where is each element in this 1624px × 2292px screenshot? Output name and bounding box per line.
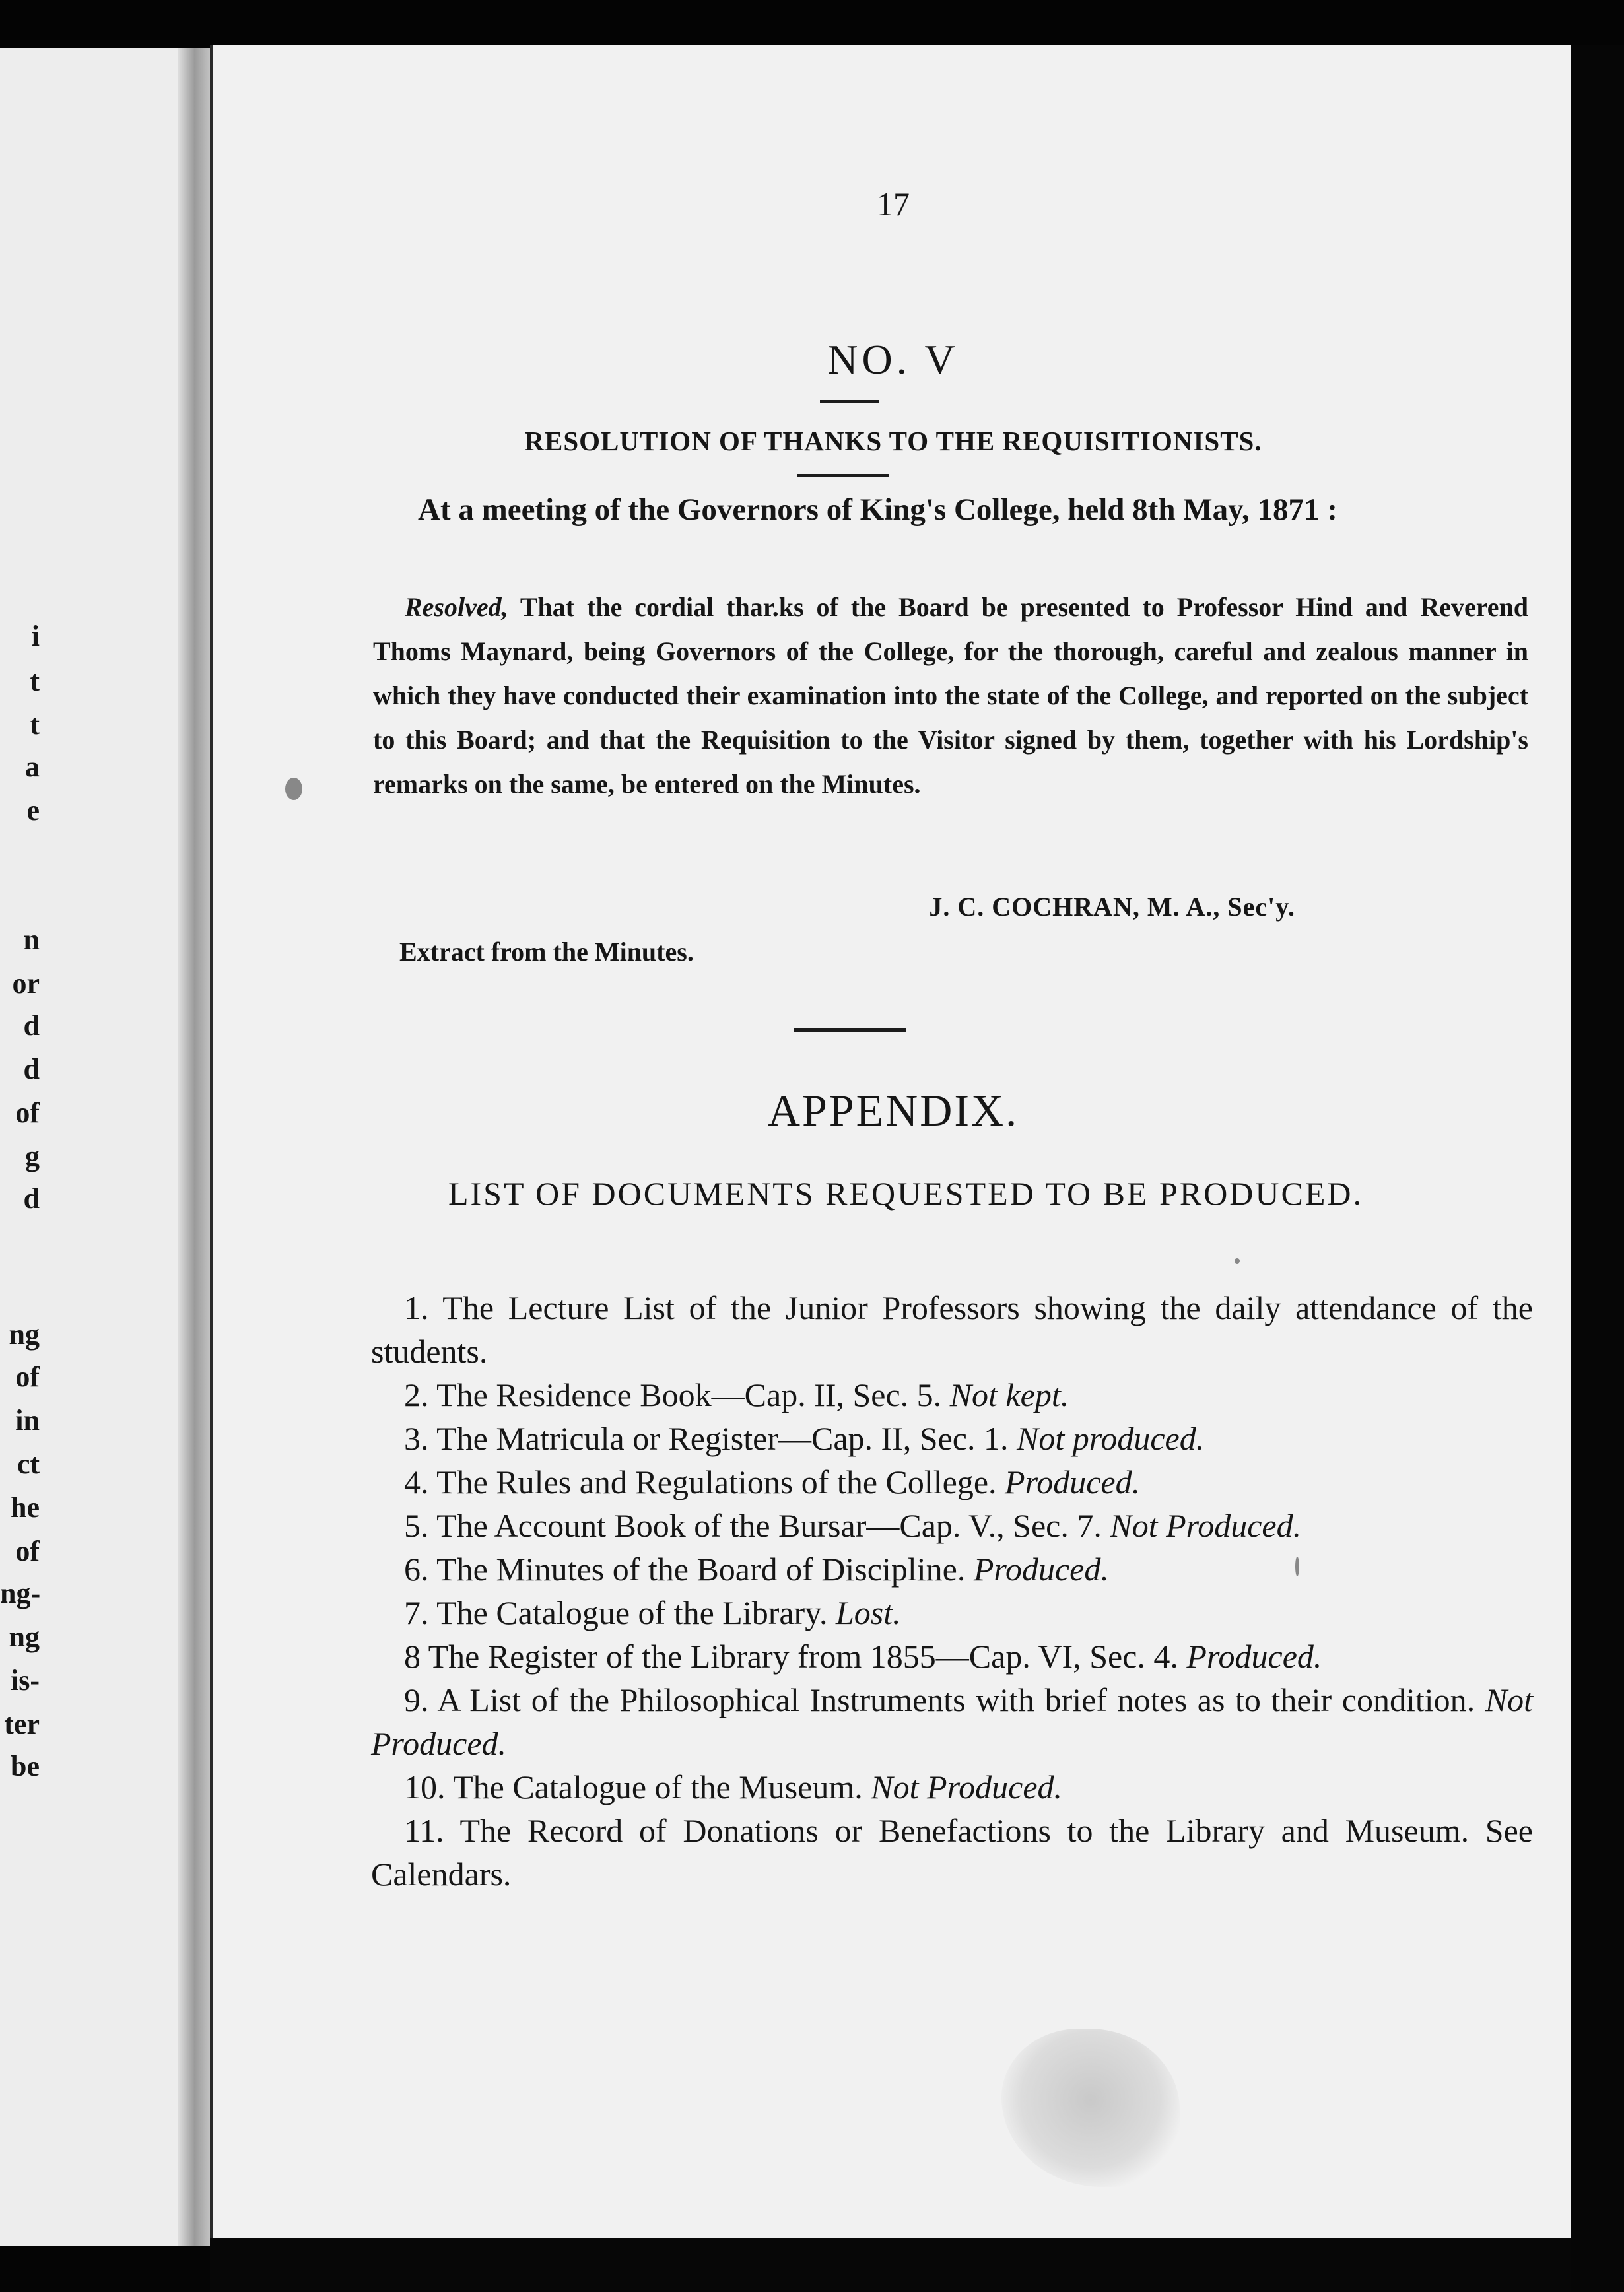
facing-page-fragment: is- bbox=[11, 1664, 40, 1697]
facing-page-fragment: e bbox=[26, 794, 40, 826]
scan-border-right bbox=[1571, 45, 1624, 2292]
facing-page-fragment: or bbox=[12, 967, 40, 999]
document-status: Not Produced. bbox=[371, 1681, 1534, 1762]
facing-page-fragment: g bbox=[25, 1140, 40, 1172]
document-status: Not kept. bbox=[949, 1376, 1069, 1413]
facing-page-fragment: i bbox=[31, 620, 40, 652]
document-text: 8 The Register of the Library from 1855—Cap. VI, Sec. 4. bbox=[404, 1638, 1178, 1675]
short-rule bbox=[797, 474, 889, 477]
list-item bbox=[371, 1635, 1533, 1678]
list-item bbox=[371, 1591, 1533, 1635]
section-title: RESOLUTION OF THANKS TO THE REQUISITIONISTS. bbox=[524, 426, 1262, 456]
document-text: 5. The Account Book of the Bursar—Cap. V., Sec. 7. bbox=[404, 1507, 1102, 1544]
document-text: 1. The Lecture List of the Junior Professors showing the daily attendance of the students. bbox=[371, 1289, 1533, 1370]
section-number: NO. V bbox=[827, 336, 959, 383]
list-item bbox=[371, 1678, 1533, 1765]
list-item bbox=[371, 1547, 1533, 1591]
document-text: 9. A List of the Philosophical Instruments with brief notes as to their condition. bbox=[404, 1681, 1475, 1718]
page-fold-shadow bbox=[178, 48, 215, 2246]
resolution-lead: Resolved, bbox=[405, 592, 508, 622]
facing-page-fragment: ng bbox=[9, 1621, 40, 1653]
document-text: 10. The Catalogue of the Museum. bbox=[404, 1769, 863, 1805]
meeting-intro: At a meeting of the Governors of King's College, held 8th May, 1871 : bbox=[418, 492, 1337, 527]
extract-note: Extract from the Minutes. bbox=[399, 937, 694, 966]
document-text: 4. The Rules and Regulations of the College. bbox=[404, 1464, 997, 1500]
document-status: Not Produced. bbox=[871, 1769, 1063, 1805]
appendix-title: APPENDIX. bbox=[767, 1085, 1019, 1135]
facing-page-fragment: ct bbox=[17, 1448, 40, 1480]
scan-border-bottom bbox=[210, 2238, 1571, 2292]
facing-page-fragment: d bbox=[23, 1009, 40, 1042]
secretary-signature: J. C. COCHRAN, M. A., Sec'y. bbox=[929, 892, 1295, 922]
facing-page-fragment: d bbox=[23, 1053, 40, 1085]
facing-page-fragment: ng- bbox=[0, 1577, 41, 1609]
document-status: Produced. bbox=[1186, 1638, 1322, 1675]
section-divider bbox=[794, 1028, 906, 1032]
document-status: Produced. bbox=[973, 1551, 1109, 1588]
facing-page-fragment: t bbox=[30, 665, 40, 697]
facing-page-fragment: a bbox=[25, 751, 40, 783]
facing-page-fragment: ter bbox=[4, 1708, 40, 1740]
facing-page-edge bbox=[0, 48, 191, 2246]
facing-page-fragment: of bbox=[15, 1361, 40, 1393]
scan-border-top bbox=[0, 0, 1624, 48]
list-item bbox=[371, 1809, 1533, 1896]
facing-page-fragment: he bbox=[11, 1491, 40, 1524]
paper-speck bbox=[285, 778, 302, 800]
short-rule bbox=[820, 400, 879, 403]
documents-list bbox=[371, 1286, 1533, 1896]
paper-stain bbox=[1001, 2029, 1180, 2187]
list-item bbox=[371, 1504, 1533, 1547]
paper-speck bbox=[1295, 1557, 1299, 1576]
facing-page-fragment: of bbox=[15, 1096, 40, 1129]
paper-speck bbox=[1235, 1258, 1240, 1264]
list-item bbox=[371, 1373, 1533, 1417]
document-text: 11. The Record of Donations or Benefactions to the Library and Museum. See Calendars. bbox=[371, 1812, 1533, 1893]
document-text: 3. The Matricula or Register—Cap. II, Sec. 1. bbox=[404, 1420, 1009, 1457]
document-text: 7. The Catalogue of the Library. bbox=[404, 1594, 828, 1631]
facing-page-fragment: of bbox=[15, 1535, 40, 1567]
facing-page-fragment: t bbox=[30, 708, 40, 741]
page-number: 17 bbox=[877, 185, 910, 222]
list-item bbox=[371, 1460, 1533, 1504]
documents-list-title: LIST OF DOCUMENTS REQUESTED TO BE PRODUCED. bbox=[448, 1175, 1364, 1212]
resolution-body: That the cordial thar.ks of the Board be presented to Professor Hind and Reverend Thoms Maynard, being Governors of the College, for the thorough, careful and zealous manner in which they have conducted their examination into the state of the College, and reported on the subject to this Board; and that the Requisition to the Visitor signed by them, together with his Lordship's remarks on the same, be entered on the Minutes. bbox=[373, 592, 1528, 799]
facing-page-fragment: d bbox=[23, 1182, 40, 1215]
list-item bbox=[371, 1286, 1533, 1373]
facing-page-fragment: in bbox=[15, 1404, 40, 1436]
facing-page-fragment: n bbox=[23, 924, 40, 956]
facing-page-fragment: ng bbox=[9, 1318, 40, 1351]
list-item bbox=[371, 1765, 1533, 1809]
document-status: Produced. bbox=[1005, 1464, 1141, 1500]
list-item bbox=[371, 1417, 1533, 1460]
document-status: Lost. bbox=[835, 1594, 901, 1631]
book-page bbox=[210, 45, 1574, 2238]
document-status: Not Produced. bbox=[1110, 1507, 1302, 1544]
document-status: Not produced. bbox=[1017, 1420, 1205, 1457]
resolution-paragraph bbox=[373, 585, 1528, 806]
document-text: 6. The Minutes of the Board of Discipline. bbox=[404, 1551, 966, 1588]
document-text: 2. The Residence Book—Cap. II, Sec. 5. bbox=[404, 1376, 942, 1413]
facing-page-fragment: be bbox=[11, 1750, 40, 1782]
